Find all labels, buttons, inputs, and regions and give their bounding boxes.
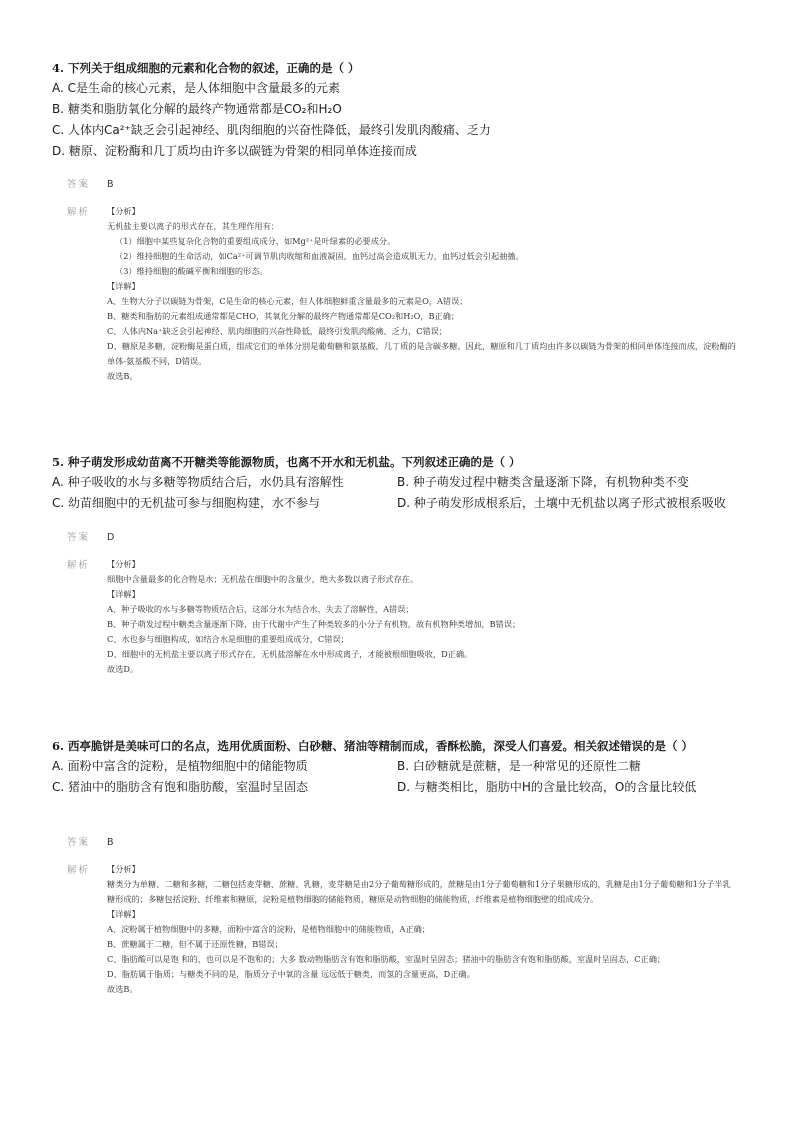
answer-block-5 — [67, 531, 737, 677]
analysis-line: C、脂肪酸可以是饱 和的，也可以是不饱和的；大多 数动物脂肪含有饱和脂肪酸，室温时呈固态；猪油中的脂肪含有饱和脂肪酸，室温时呈固态，C正确； — [107, 954, 666, 964]
option-d: D. 种子萌发形成根系后，土壤中无机盐以离子形式被根系吸收 — [397, 496, 726, 510]
analysis-line: 故选B。 — [107, 984, 138, 994]
analysis-line: A、淀粉属于植物细胞中的多糖，面粉中富含的淀粉，是植物细胞中的储能物质，A正确； — [107, 924, 430, 934]
answer-block-4 — [67, 178, 737, 384]
analysis-body — [107, 204, 737, 384]
analysis-line: 【分析】 — [107, 206, 140, 216]
analysis-line: （2）维持细胞的生命活动，如Ca²⁺可调节肌肉收缩和血液凝固，血钙过高会造成肌无力，血钙过低会引起抽搐。 — [115, 251, 524, 261]
question-4 — [52, 58, 752, 162]
option-b: B. 白砂糖就是蔗糖，是一种常见的还原性二糖 — [397, 759, 641, 773]
question-stem: 4. 下列关于组成细胞的元素和化合物的叙述，正确的是（ ） — [52, 61, 360, 75]
option-a: A. 种子吸收的水与多糖等物质结合后，水仍具有溶解性 — [52, 475, 344, 489]
analysis-line: B、糖类和脂肪的元素组成通常都是CHO，其氧化分解的最终产物通常都是CO₂和H₂O，B正确； — [107, 311, 460, 321]
analysis-line: C、人体内Na⁺缺乏会引起神经、肌肉细胞的兴奋性降低，最终引发肌肉酸痛、乏力，C错误； — [107, 326, 448, 336]
analysis-line: （1）细胞中某些复杂化合物的重要组成成分，如Mg²⁺是叶绿素的必要成分。 — [115, 236, 396, 246]
answer-value: B — [107, 179, 114, 190]
analysis-line: A、种子吸收的水与多糖等物质结合后，这部分水为结合水，失去了溶解性，A错误； — [107, 604, 414, 614]
option-b: B. 糖类和脂肪氧化分解的最终产物通常都是CO₂和H₂O — [52, 102, 342, 116]
analysis-line: 糖类分为单糖、二糖和多糖，二糖包括麦芽糖、蔗糖、乳糖，麦芽糖是由2分子葡萄糖形成的，蔗糖是由1分子葡萄糖和1分子果糖形成的，乳糖是由1分子葡萄糖和1分子半乳糖形成的；多糖包括淀粉、纤维素和糖原，淀粉是植物细胞的储能物质，糖原是动物细胞的储能物质，纤维素是植物细胞壁的组成成分。 — [107, 879, 731, 904]
analysis-body — [107, 862, 737, 997]
answer-block-6 — [67, 836, 737, 997]
analysis-line: D、细胞中的无机盐主要以离子形式存在，无机盐溶解在水中形成离子，才能被根细胞吸收，D正确。 — [107, 649, 473, 659]
answer-label: 答案 — [67, 179, 91, 190]
question-5 — [52, 452, 752, 514]
analysis-line: （3）维持细胞的酸碱平衡和细胞的形态。 — [115, 266, 268, 276]
analysis-line: B、蔗糖属于二糖，但不属于还原性糖，B错误； — [107, 939, 283, 949]
analysis-line: C、水也参与细胞构成，如结合水是细胞的重要组成成分，C错误； — [107, 634, 349, 644]
analysis-line: 无机盐主要以离子的形式存在，其生理作用有： — [107, 221, 279, 231]
answer-value: B — [107, 837, 114, 848]
analysis-line: 【分析】 — [107, 864, 140, 874]
option-d: D. 糖原、淀粉酶和几丁质均由许多以碳链为骨架的相同单体连接而成 — [52, 144, 417, 158]
option-c: C. 幼苗细胞中的无机盐可参与细胞构建，水不参与 — [52, 496, 321, 510]
analysis-body — [107, 557, 520, 677]
analysis-line: 【详解】 — [107, 909, 140, 919]
analysis-line: 【详解】 — [107, 281, 140, 291]
analysis-label: 解析 — [67, 560, 91, 571]
analysis-line: 细胞中含量最多的化合物是水；无机盐在细胞中的含量少，绝大多数以离子形式存在。 — [107, 574, 419, 584]
option-c: C. 猪油中的脂肪含有饱和脂肪酸，室温时呈固态 — [52, 780, 309, 794]
analysis-label: 解析 — [67, 207, 91, 218]
analysis-line: 【分析】 — [107, 559, 140, 569]
analysis-line: D、脂肪属于脂质；与糖类不同的是，脂质分子中氧的含量 远远低于糖类，而氢的含量更高，D正确。 — [107, 969, 475, 979]
answer-label: 答案 — [67, 532, 91, 543]
option-a: A. 面粉中富含的淀粉，是植物细胞中的储能物质 — [52, 759, 308, 773]
analysis-line: 故选D。 — [107, 664, 139, 674]
question-stem: 5. 种子萌发形成幼苗离不开糖类等能源物质，也离不开水和无机盐。下列叙述正确的是（ ） — [52, 455, 521, 469]
option-c: C. 人体内Ca²⁺缺乏会引起神经、肌肉细胞的兴奋性降低，最终引发肌肉酸痛、乏力 — [52, 123, 491, 137]
analysis-line: 故选B。 — [107, 371, 138, 381]
analysis-line: A、生物大分子以碳链为骨架，C是生命的核心元素，但人体细胞鲜重含量最多的元素是O，A错误； — [107, 296, 468, 306]
analysis-line: D、糖原是多糖，淀粉酶是蛋白质，组成它们的单体分别是葡萄糖和氨基酸，几丁质的是含碳多糖。因此，糖原和几丁质均由许多以碳链为骨架的相同单体连接而成，淀粉酶的单体-氨基酸不同，D错误。 — [107, 341, 736, 366]
question-stem: 6. 西亭脆饼是美味可口的名点，选用优质面粉、白砂糖、猪油等精制而成，香酥松脆，深受人们喜爱。相关叙述错误的是（ ） — [52, 739, 694, 753]
answer-value: D — [107, 532, 115, 543]
option-d: D. 与糖类相比，脂肪中H的含量比较高，O的含量比较低 — [397, 780, 697, 794]
analysis-label: 解析 — [67, 865, 91, 876]
option-a: A. C是生命的核心元素，是人体细胞中含量最多的元素 — [52, 81, 341, 95]
analysis-line: B、种子萌发过程中糖类含量逐渐下降，由于代谢中产生了种类较多的小分子有机物，故有机物种类增加，B错误； — [107, 619, 521, 629]
answer-label: 答案 — [67, 837, 91, 848]
option-b: B. 种子萌发过程中糖类含量逐渐下降，有机物种类不变 — [397, 475, 689, 489]
analysis-line: 【详解】 — [107, 589, 140, 599]
question-6 — [52, 736, 752, 798]
